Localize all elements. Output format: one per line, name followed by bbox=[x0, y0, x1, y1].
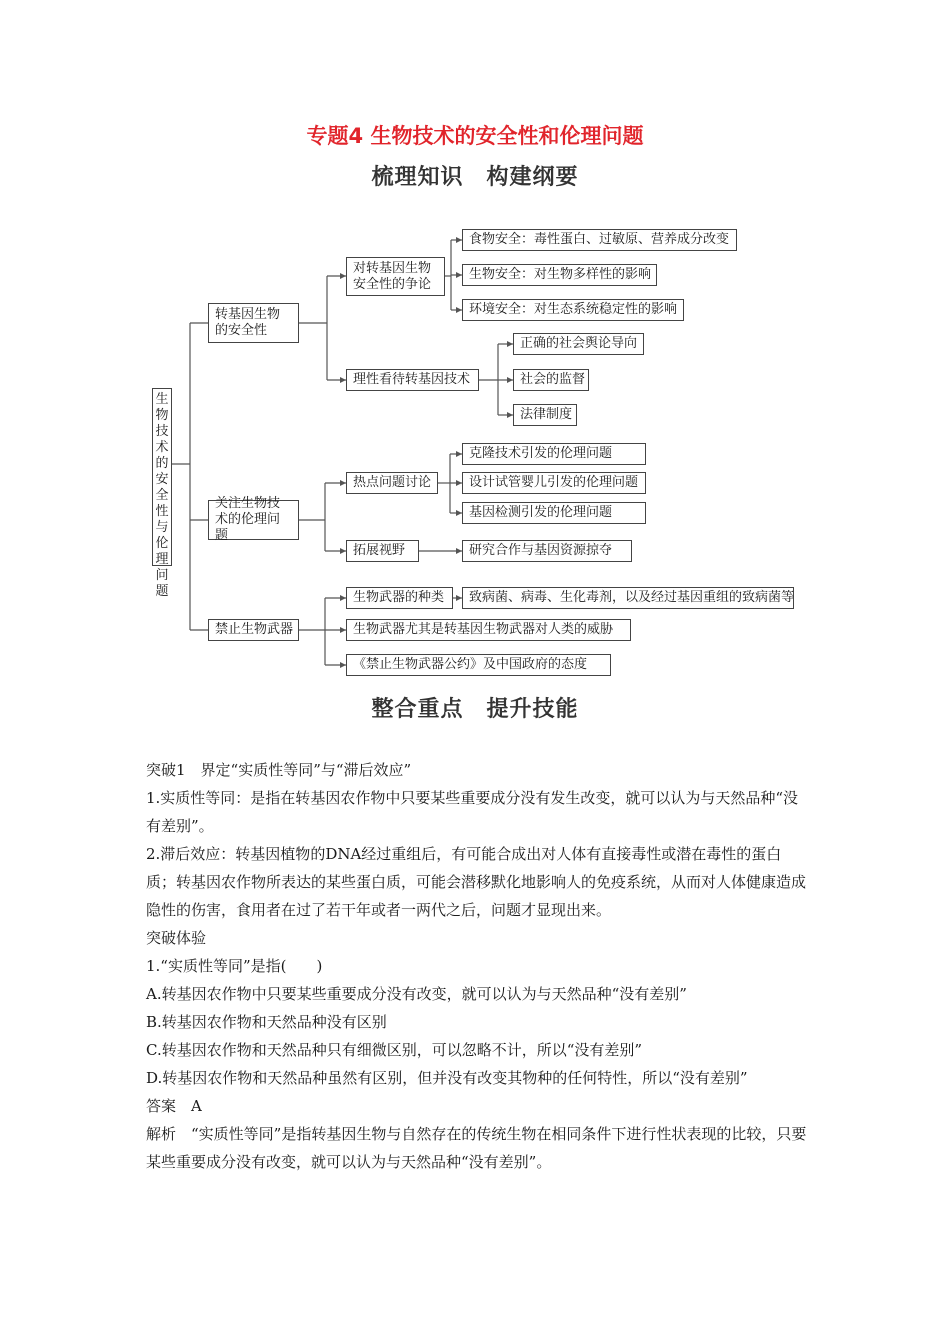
option-c: C.转基因农作物和天然品种只有细微区别，可以忽略不计，所以“没有差别” bbox=[146, 1041, 643, 1059]
leaf-bio-safety: 生物安全：对生物多样性的影响 bbox=[462, 264, 657, 286]
leaf-legal-system: 法律制度 bbox=[513, 404, 577, 426]
node-extended-view: 拓展视野 bbox=[346, 540, 419, 562]
answer: 答案 A bbox=[146, 1097, 202, 1115]
point-substantial-equivalence: 1.实质性等同：是指在转基因农作物中只要某些重要成分没有发生改变，就可以认为与天然品种“没有差别”。 bbox=[146, 789, 798, 835]
branch-transgenic-safety: 转基因生物的安全性 bbox=[208, 303, 299, 343]
leaf-food-safety: 食物安全：毒性蛋白、过敏原、营养成分改变 bbox=[462, 229, 737, 251]
leaf-gene-resource: 研究合作与基因资源掠夺 bbox=[462, 540, 632, 562]
leaf-gene-testing-ethics: 基因检测引发的伦理问题 bbox=[462, 502, 646, 524]
section-heading-outline: 梳理知识 构建纲要 bbox=[371, 165, 579, 190]
body-text bbox=[146, 756, 808, 1176]
node-rational-view: 理性看待转基因技术 bbox=[346, 369, 479, 391]
analysis: 解析 “实质性等同”是指转基因生物与自然存在的传统生物在相同条件下进行性状表现的比较，只要某些重要成分没有改变，就可以认为与天然品种“没有差别”。 bbox=[146, 1125, 807, 1171]
section-heading-skills: 整合重点 提升技能 bbox=[371, 697, 579, 722]
option-a: A.转基因农作物中只要某些重要成分没有改变，就可以认为与天然品种“没有差别” bbox=[146, 985, 687, 1003]
node-bioweapon-threat: 生物武器尤其是转基因生物武器对人类的威胁 bbox=[346, 619, 631, 641]
branch-ban-bioweapons: 禁止生物武器 bbox=[208, 619, 299, 641]
option-d: D.转基因农作物和天然品种虽然有区别，但并没有改变其物种的任何特性，所以“没有差别” bbox=[146, 1069, 748, 1087]
page-title: 专题4 生物技术的安全性和伦理问题 bbox=[306, 124, 644, 148]
leaf-bioweapon-list: 致病菌、病毒、生化毒剂，以及经过基因重组的致病菌等 bbox=[462, 587, 794, 609]
node-convention: 《禁止生物武器公约》及中国政府的态度 bbox=[346, 654, 611, 676]
branch-ethics: 关注生物技术的伦理问题 bbox=[208, 500, 299, 540]
leaf-cloning-ethics: 克隆技术引发的伦理问题 bbox=[462, 443, 646, 465]
node-bioweapon-types: 生物武器的种类 bbox=[346, 587, 453, 609]
leaf-test-tube-baby-ethics: 设计试管婴儿引发的伦理问题 bbox=[462, 472, 646, 494]
question-stem: 1.“实质性等同”是指( ) bbox=[146, 957, 323, 975]
experience-title: 突破体验 bbox=[146, 929, 207, 947]
point-lag-effect: 2.滞后效应：转基因植物的DNA经过重组后，有可能合成出对人体有直接毒性或潜在毒性的蛋白质；转基因农作物所表达的某些蛋白质，可能会潜移默化地影响人的免疫系统，从而对人体健康造成隐性的伤害，食用者在过了若干年或者一两代之后，问题才显现出来。 bbox=[146, 845, 807, 919]
diagram-root: 生物技术的安全性与伦理问题 bbox=[152, 388, 172, 566]
node-hot-topics: 热点问题讨论 bbox=[346, 472, 438, 494]
leaf-public-opinion: 正确的社会舆论导向 bbox=[513, 333, 644, 355]
breakthrough-title: 突破1 界定“实质性等同”与“滞后效应” bbox=[146, 761, 412, 779]
node-safety-debate: 对转基因生物安全性的争论 bbox=[346, 257, 445, 296]
leaf-social-supervision: 社会的监督 bbox=[513, 369, 589, 391]
option-b: B.转基因农作物和天然品种没有区别 bbox=[146, 1013, 387, 1031]
leaf-environment-safety: 环境安全：对生态系统稳定性的影响 bbox=[462, 299, 684, 321]
